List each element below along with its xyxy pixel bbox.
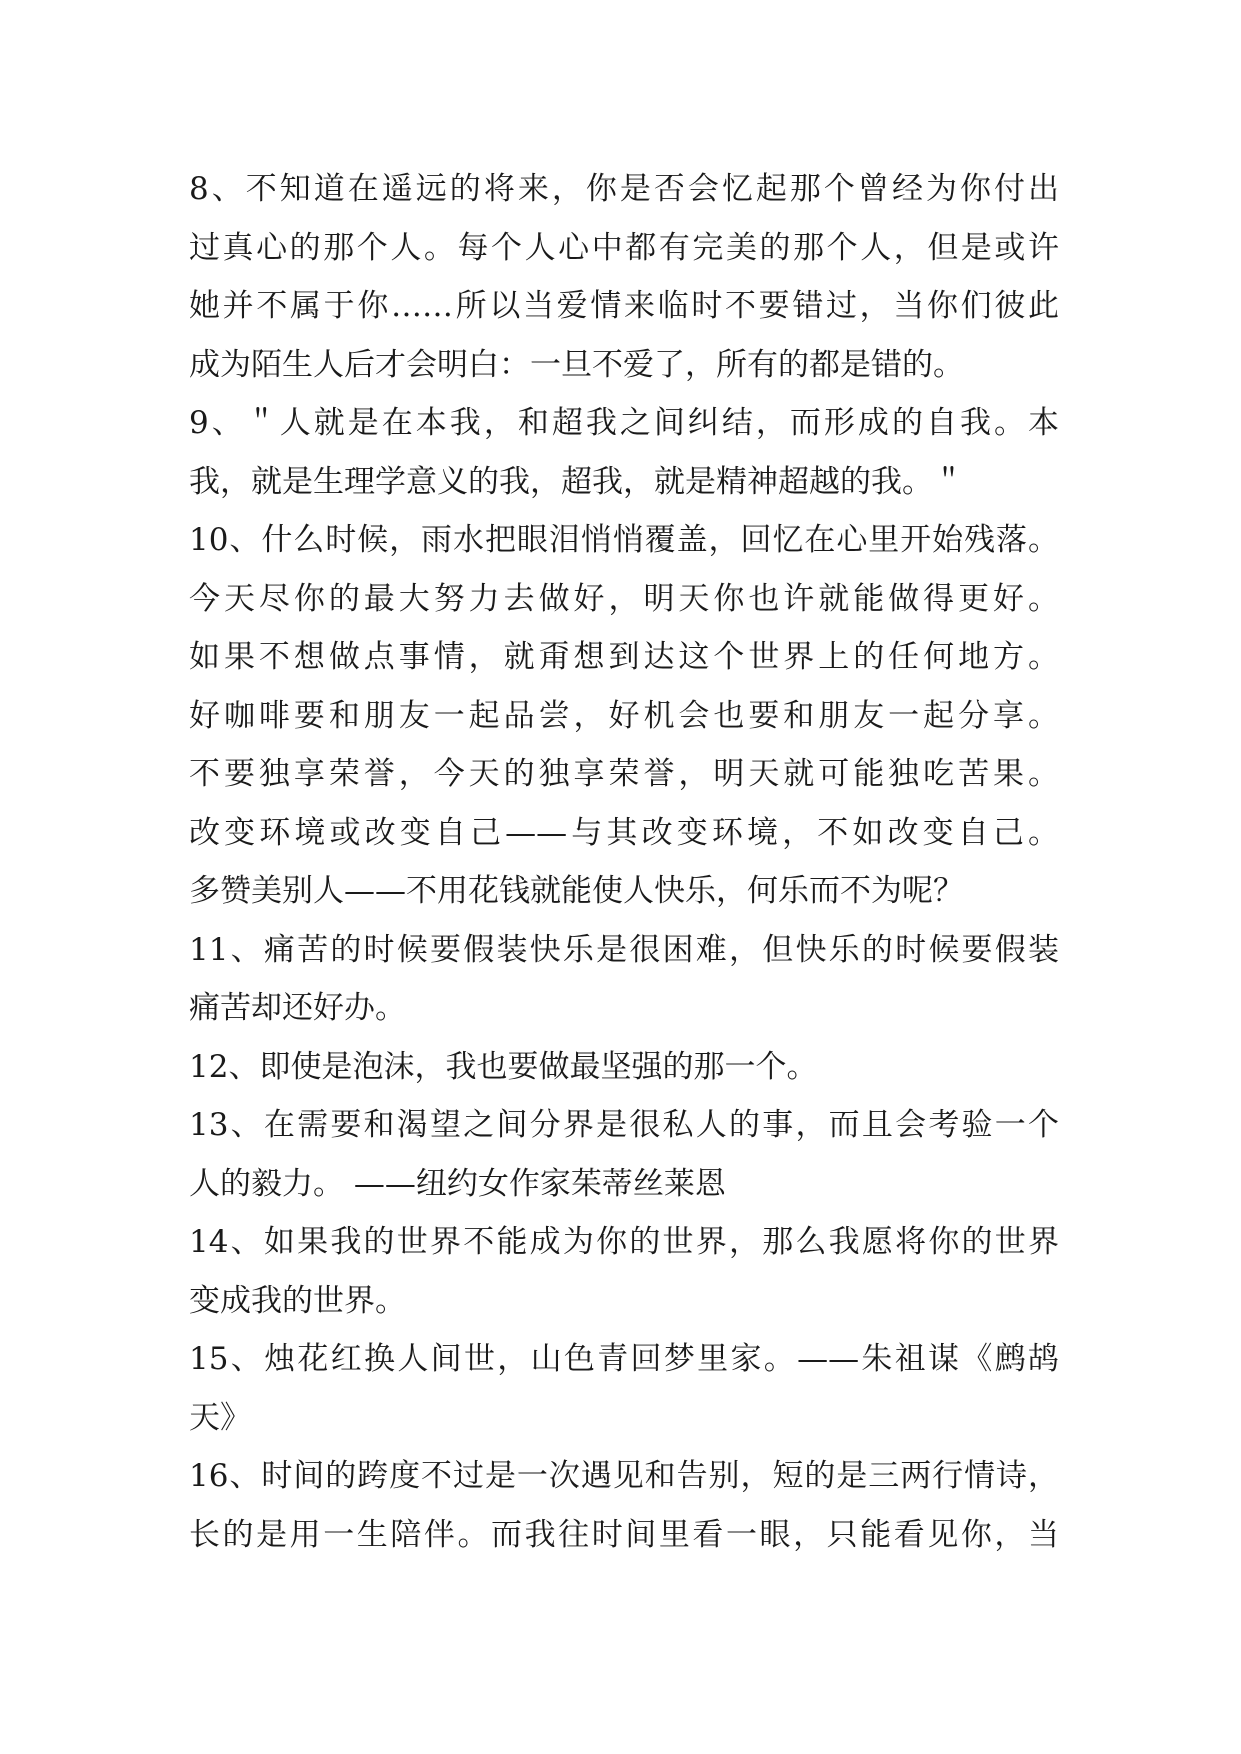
text-line: 14、如果我的世界不能成为你的世界，那么我愿将你的世界	[189, 1224, 1059, 1260]
text-line: 15、烛花红换人间世，山色青回梦里家。——朱祖谋《鹧鸪	[189, 1341, 1059, 1377]
text-line: 如果不想做点事情，就甭想到达这个世界上的任何地方。	[189, 639, 1059, 675]
text-line: 人的毅力。 ——纽约女作家茱蒂丝莱恩	[189, 1165, 726, 1202]
text-line: 成为陌生人后才会明白：一旦不爱了，所有的都是错的。	[189, 346, 964, 383]
text-line: 不要独享荣誉，今天的独享荣誉，明天就可能独吃苦果。	[189, 756, 1059, 792]
text-line: 过真心的那个人。每个人心中都有完美的那个人，但是或许	[189, 229, 1059, 266]
text-line: 10、什么时候，雨水把眼泪悄悄覆盖，回忆在心里开始残落。	[189, 522, 1059, 558]
text-line: 多赞美别人——不用花钱就能使人快乐，何乐而不为呢？	[189, 873, 964, 909]
document-body	[189, 160, 1059, 1564]
text-line: 天》	[189, 1399, 251, 1436]
text-line: 8、不知道在遥远的将来，你是否会忆起那个曾经为你付出	[189, 171, 1059, 207]
text-line: 改变环境或改变自己——与其改变环境，不如改变自己。	[189, 814, 1059, 851]
text-line: 她并不属于你……所以当爱情来临时不要错过，当你们彼此	[189, 288, 1059, 324]
text-line: 11、痛苦的时候要假装快乐是很困难，但快乐的时候要假装	[189, 931, 1059, 968]
text-line: 我，就是生理学意义的我，超我，就是精神超越的我。＂	[189, 463, 964, 500]
text-line: 痛苦却还好办。	[189, 990, 406, 1026]
text-line: 12、即使是泡沫，我也要做最坚强的那一个。	[189, 1048, 818, 1085]
text-line: 今天尽你的最大努力去做好，明天你也许就能做得更好。	[189, 580, 1059, 617]
text-line: 长的是用一生陪伴。而我往时间里看一眼，只能看见你，当	[189, 1516, 1059, 1553]
text-line: 16、时间的跨度不过是一次遇见和告别，短的是三两行情诗，	[189, 1458, 1059, 1494]
text-line: 变成我的世界。	[189, 1282, 406, 1319]
text-line: 好咖啡要和朋友一起品尝，好机会也要和朋友一起分享。	[189, 697, 1059, 734]
text-line: 13、在需要和渴望之间分界是很私人的事，而且会考验一个	[189, 1107, 1059, 1143]
text-line: 9、＂人就是在本我，和超我之间纠结，而形成的自我。本	[189, 405, 1059, 441]
